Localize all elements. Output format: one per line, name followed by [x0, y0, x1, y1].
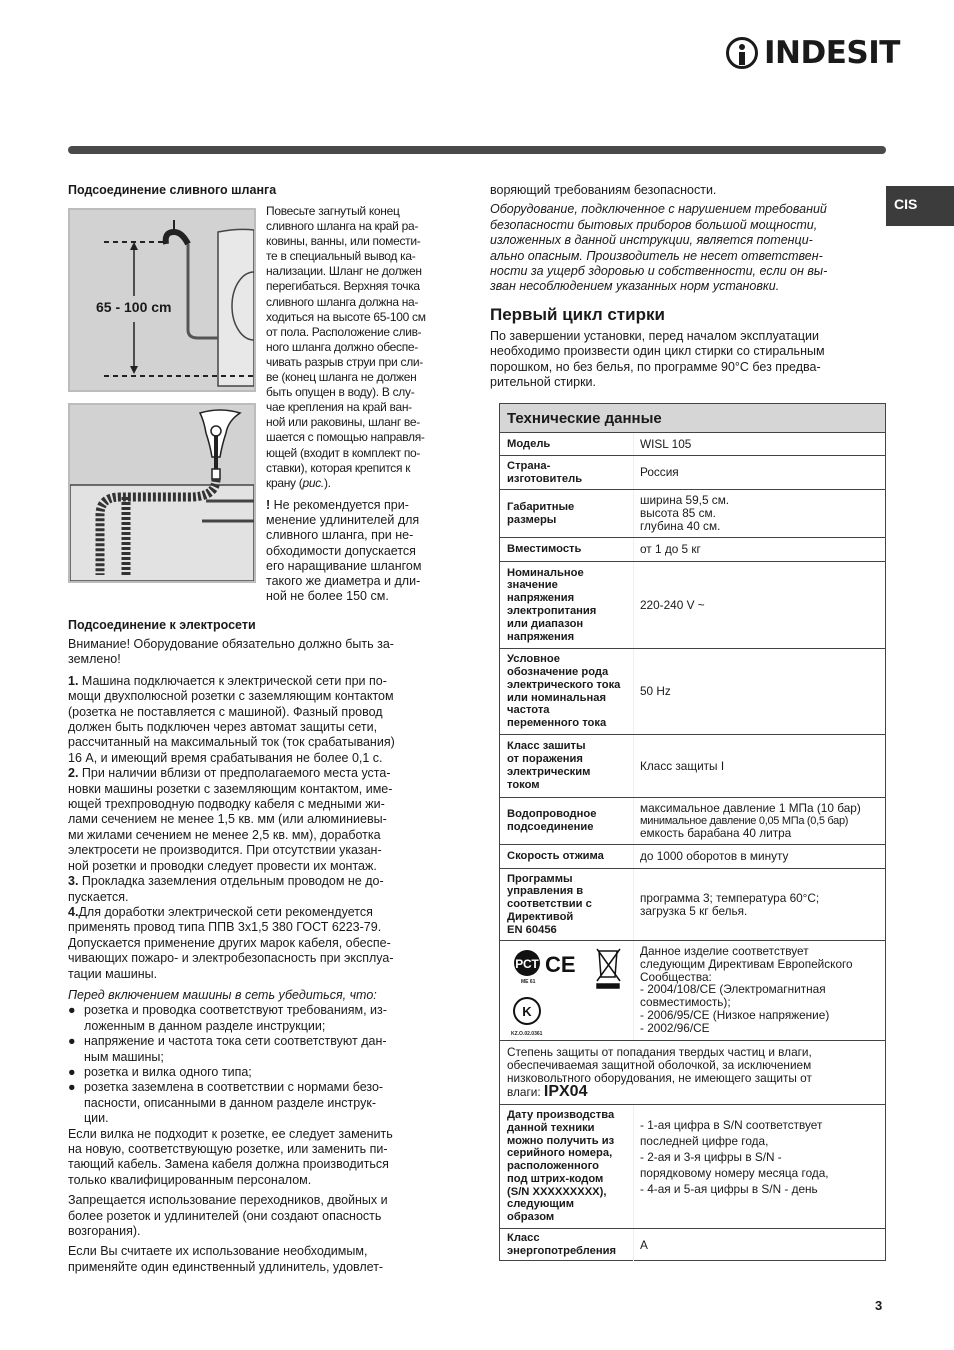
text-line: ющей трехпроводную подводку кабеля с медными жи- — [68, 797, 385, 812]
table-row: Условное обозначение рода электрического тока или номинальная частота переменного тока 50 Hz — [500, 649, 885, 735]
text-line: ной розетки и проводки следует провести их монтаж. — [68, 858, 377, 873]
text-line: ставки), которая крепится к — [266, 460, 411, 475]
energy-class-row: Класс энергопотребления A — [500, 1229, 885, 1261]
text-line: Внимание! Оборудование обязательно должно быть за- — [68, 637, 394, 651]
text-line: более розеток и удлинителей (они создают опасность — [68, 1208, 382, 1223]
safety-warning: Оборудование, подключенное с нарушением требований безопасности бытовых приборов большой мощности, изложенных в данной инструкции, является потенци- ально опасным. Производитель не несет ответствен- ности за ущерб здоровью и собственности, если он вы- зван несоблюдением указанных норм установки. — [490, 202, 828, 294]
text-line: ной или раковины, шланг ве- — [266, 415, 420, 430]
text-line: Запрещается использование переходников, двойных и — [68, 1193, 388, 1208]
text-line: сливного шланга на край ра- — [266, 219, 419, 234]
bullet-icon: ● — [68, 1003, 76, 1018]
text-line: землено! — [68, 652, 121, 667]
drain-heading: Подсоединение сливного шланга — [68, 183, 277, 197]
indesit-i-icon — [726, 37, 758, 69]
text-line: сливного шланга, при не- — [266, 528, 414, 543]
hose-guide-illustration — [70, 405, 254, 581]
text-line: ковины, ванны, или помести- — [266, 234, 421, 249]
text-line: ющей (входит в комплект по- — [266, 445, 421, 460]
check-intro: Перед включением машины в сеть убедиться, что: — [68, 987, 377, 1002]
table-row: Номинальное значение напряжения электропитания или диапазон напряжения 220-240 V ~ — [500, 562, 885, 649]
ce-mark-icon: CE — [545, 952, 576, 977]
text-line: обходимости допускается — [266, 543, 416, 558]
text-line: перегибаться. Верхняя точка — [266, 279, 420, 294]
bullet-icon: ● — [68, 1080, 76, 1095]
text-line: чае крепления на край ван- — [266, 400, 412, 415]
text-line: такого же диаметра и дли- — [266, 574, 421, 589]
text-line: ной не более 150 см. — [266, 589, 389, 604]
certification-marks — [500, 941, 634, 1040]
text-line: мощи двухполюсной розетки с заземляющим контактом — [68, 689, 394, 704]
ip-code: IPX04 — [543, 1083, 588, 1100]
text-line: менение удлинителей для — [266, 513, 420, 528]
weee-bin-icon — [597, 949, 620, 988]
text-line: те в специальный вывод ка- — [266, 249, 416, 264]
table-row: Габаритные размеры ширина 59,5 см. высота 85 см. глубина 40 см. — [500, 490, 885, 538]
text-line: быть опущен в воду). В слу- — [266, 385, 415, 400]
text-line: Если Вы считаете их использование необходимым, — [68, 1244, 368, 1259]
text-line: тации машины. — [68, 966, 158, 981]
text-line: 3. Прокладка заземления отдельным проводом не до- — [68, 874, 384, 889]
text-line: пускается. — [68, 889, 129, 904]
brand-logo — [726, 30, 900, 76]
page-number: 3 — [875, 1298, 883, 1313]
production-date-row: Дату производства данной техники можно получить из серийного номера, расположенного под штрих-кодом (S/N ХХХХХХХХХ), следующим образом - 1-ая цифра в S/N соответствует последней цифре года, - 2-ая и 3-я цифры в S/N - порядковому номеру месяца года, - 4-ая и 5-ая цифры в S/N - день — [500, 1105, 885, 1229]
text-line: сливного шланга должна на- — [266, 294, 419, 309]
table-title: Технические данные — [500, 404, 885, 433]
list-item: ● розетка и вилка одного типа; — [68, 1064, 252, 1079]
text-line: Повесьте загнутый конец — [266, 204, 400, 218]
table-row: Программы управления в соответствии с Директивой EN 60456 программа 3; температура 60°С; загрузка 5 кг белья. — [500, 869, 885, 941]
svg-text:K: K — [522, 1004, 532, 1019]
text-line: ми жилами сечением не менее 2,5 кв. мм), доработка — [68, 827, 381, 842]
text-line: крану (рис.). — [266, 475, 331, 490]
text-line: тающий кабель. Замена кабеля должна производиться — [68, 1157, 389, 1172]
text-line: чивающих пожаро- и электробезопасность при эксплуа- — [68, 951, 394, 966]
text-line: 1. Машина подключается к электрической сети при по- — [68, 673, 387, 688]
table-row: Класс зашиты от поражения электрическим током Класс защиты I — [500, 735, 885, 798]
pct-code: МЕ 61 — [521, 979, 536, 985]
tech-data-table — [499, 403, 886, 1261]
kz-code: KZ.О.02.0361 — [511, 1031, 543, 1037]
text-line: должен быть подключен через автомат защиты сети, — [68, 720, 378, 735]
height-label: 65 - 100 cm — [96, 299, 172, 315]
text-line: 16 А, и имеющий время срабатывания не более 0,1 с. — [68, 750, 383, 765]
list-item: ● розетка заземлена в соответствии с нормами безо- пасности, описанными в данном разделе инструк- ции. — [68, 1080, 384, 1126]
text-line: шается с помощью направля- — [266, 430, 425, 445]
text-line: его наращивание шлангом — [266, 558, 422, 573]
power-section — [68, 637, 453, 1275]
safety-continuation — [490, 183, 876, 295]
header-rule — [68, 146, 886, 154]
table-row: Скорость отжима до 1000 оборотов в минуту — [500, 845, 885, 869]
text-line: лами сечением не менее 1,5 кв. мм (или алюминиевы- — [68, 812, 387, 827]
bullet-icon: ● — [68, 1034, 76, 1049]
ip-protection-row: Степень защиты от попадания твердых частиц и влаги, обеспечиваемая защитной оболочкой, за исключением низковольтного оборудования, не имеющего защиты от влаги: IPX04 — [500, 1041, 885, 1105]
pct-mark-text: РСТ — [515, 957, 539, 971]
text-line: только квалифицированным персоналом. — [68, 1172, 312, 1187]
text-line: ! Не рекомендуется при- — [266, 498, 409, 512]
table-row: Водопроводное подсоединение максимальное давление 1 МПа (10 бар) минимальное давление 0,05 МПа (0,5 бар) емкость барабана 40 литра — [500, 798, 885, 845]
warning-mark: ! — [266, 498, 271, 512]
list-item: ● розетка и проводка соответствуют требованиям, из- ложенным в данном разделе инструкции; — [68, 1003, 387, 1033]
table-row: Страна- изготовитель Россия — [500, 456, 885, 490]
text-line: нализации. Шланг не должен — [266, 264, 422, 279]
drain-instructions — [266, 204, 452, 491]
hose-guide-figure — [68, 403, 256, 583]
text-line: 2. При наличии вблизи от предполагаемого места уста- — [68, 766, 391, 781]
text-line: Допускается применение других марок кабеля, обеспе- — [68, 935, 391, 950]
bullet-icon: ● — [68, 1064, 76, 1079]
text-line: применяйте один единственный удлинитель, удовлет- — [68, 1259, 384, 1274]
text-line: возгорания). — [68, 1224, 141, 1239]
text-line: 4.Для доработки электрической сети рекомендуется — [68, 904, 373, 919]
text-line: ве (конец шланга не должен — [266, 370, 417, 385]
region-badge: CIS — [886, 186, 954, 226]
first-cycle-text: По завершении установки, перед началом эксплуатации необходимо произвести один цикл стирки со стиральным порошком, но без белья, по программе 90°С без предва- рительной стирки. — [490, 329, 825, 390]
first-cycle-heading: Первый цикл стирки — [490, 305, 665, 324]
text-line: применять провод типа ППВ 3х1,5 380 ГОСТ 6223-79. — [68, 920, 382, 935]
certification-icons — [507, 945, 631, 1037]
text-line: на новую, соответствующую розетке, или заменить пи- — [68, 1142, 388, 1156]
text-line: Если вилка не подходит к розетке, ее следует заменить — [68, 1126, 393, 1141]
text-line: ного шланга должно обеспе- — [266, 339, 419, 354]
text-line: чивать разрыв струи при сли- — [266, 354, 423, 369]
text-line: электросети не производится. При отсутствии указан- — [68, 843, 382, 858]
text-line: от пола. Расположение слив- — [266, 324, 422, 339]
text-line: ходиться на высоте 65-100 см — [266, 309, 426, 324]
text-line: новки машины розетки с заземляющим контактом, име- — [68, 781, 393, 796]
table-row: Модель WISL 105 — [500, 433, 885, 456]
brand-name: INDESIT — [764, 35, 900, 71]
text-line: рассчитанный на максимальный ток (ток срабатывания) — [68, 735, 395, 750]
list-item: ● напряжение и частота тока сети соответствуют дан- ным машины; — [68, 1034, 387, 1064]
text-line: воряющий требованиям безопасности. — [490, 183, 717, 197]
extension-warning — [266, 498, 452, 604]
power-heading: Подсоединение к электросети — [68, 618, 256, 632]
text-line: (розетка не поставляется с машиной). Фазный провод — [68, 704, 383, 719]
table-row: Вместимость от 1 до 5 кг — [500, 538, 885, 562]
certification-row: РСТ МЕ 61 CE K KZ.О.02.0361 Данное изделие соответствует следующим Директивам Европейского Сообщества: - 2004/108/CE (Электромагнитная совместимость); - 2006/95/CE (Низкое напряжение) - 2002/96/CE — [500, 941, 885, 1041]
